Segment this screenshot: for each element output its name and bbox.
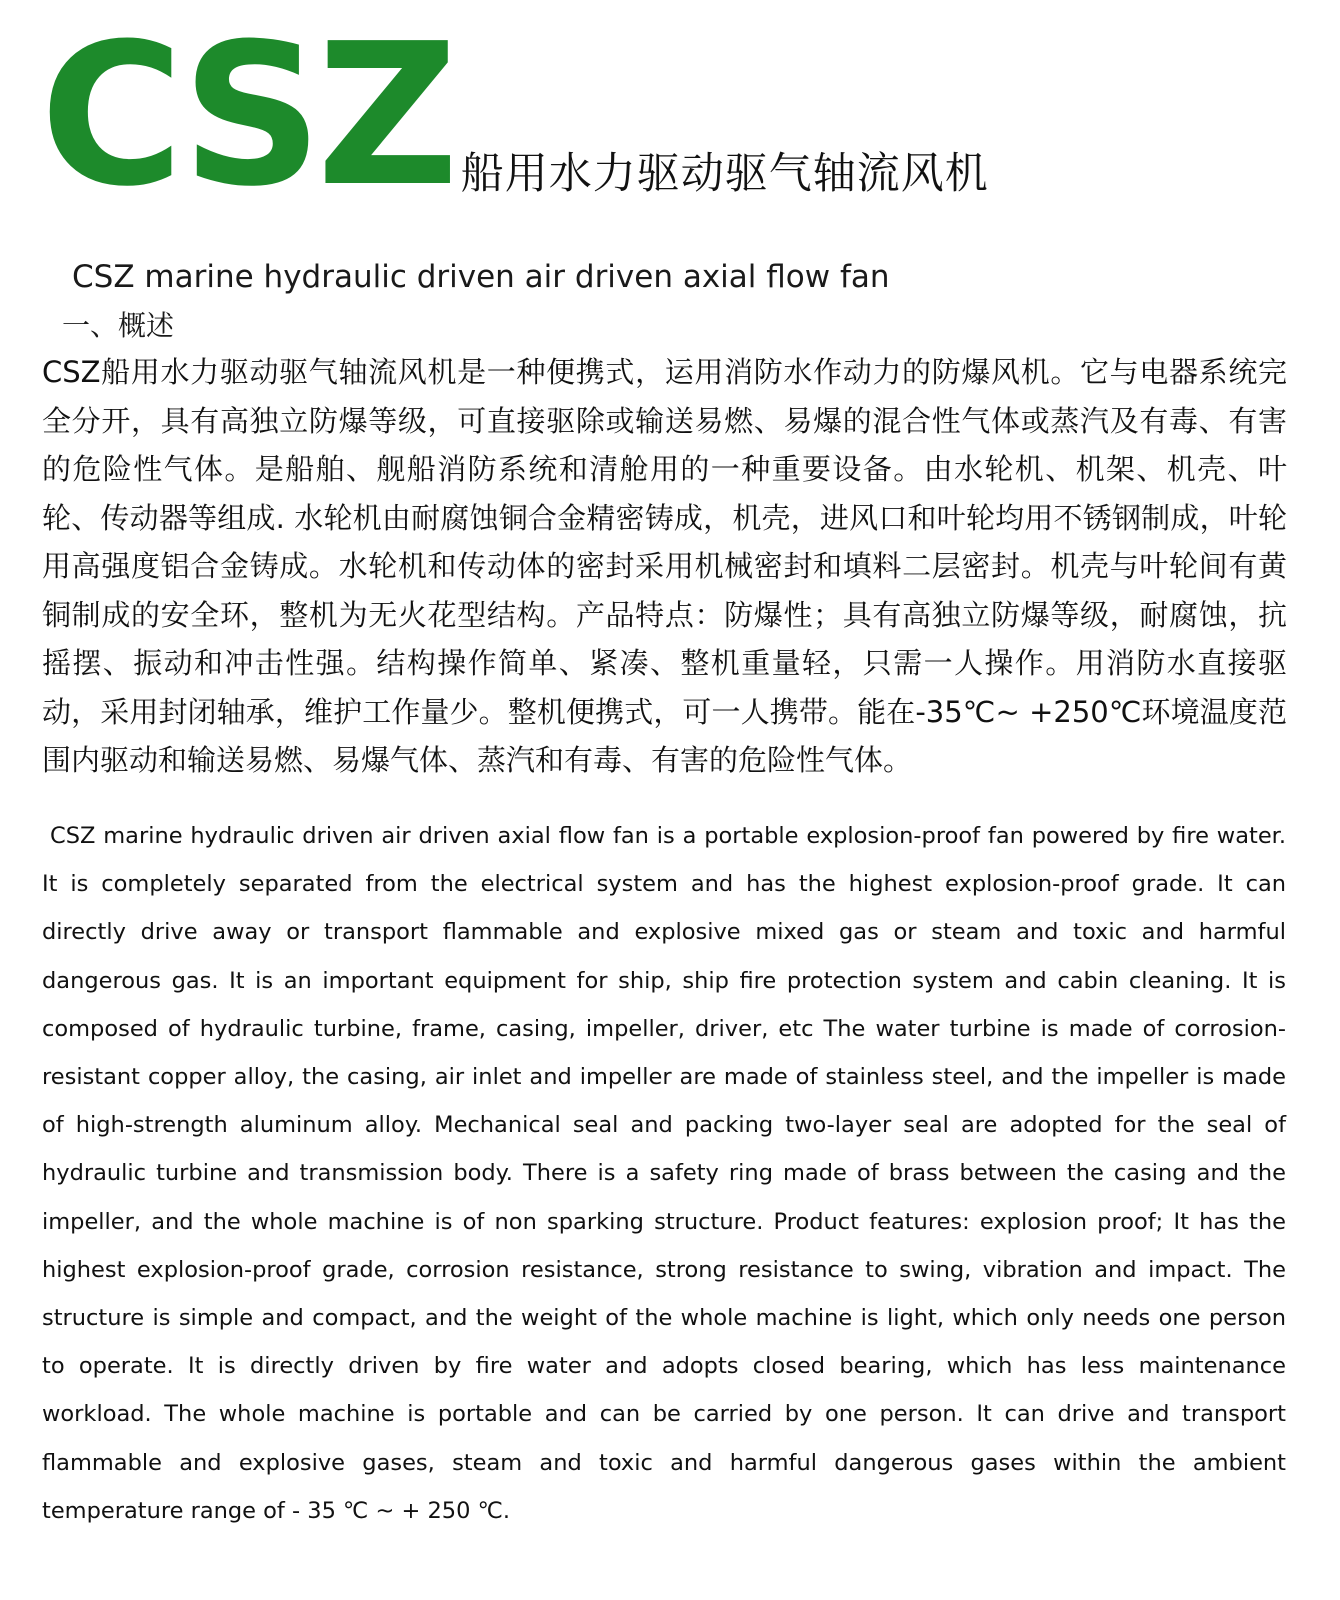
product-title-english: CSZ marine hydraulic driven air driven axial flow fan (72, 259, 890, 295)
description-chinese: CSZ船用水力驱动驱气轴流风机是一种便携式，运用消防水作动力的防爆风机。它与电器系统完全分开，具有高独立防爆等级，可直接驱除或输送易燃、易爆的混合性气体或蒸汽及有毒、有害的危险性气体。是船舶、舰船消防系统和清舱用的一种重要设备。由水轮机、机架、机壳、叶轮、传动器等组成. 水轮机由耐腐蚀铜合金精密铸成，机壳，进风口和叶轮均用不锈钢制成，叶轮用高强度铝合金铸成。水轮机和传动体的密封采用机械密封和填料二层密封。机壳与叶轮间有黄铜制成的安全环，整机为无火花型结构。产品特点：防爆性；具有高独立防爆等级，耐腐蚀，抗摇摆、振动和冲击性强。结构操作简单、紧凑、整机重量轻，只需一人操作。用消防水直接驱动，采用封闭轴承，维护工作量少。整机便携式，可一人携带。能在-35℃~ +250℃环境温度范围内驱动和输送易燃、易爆气体、蒸汽和有毒、有害的危险性气体。 (42, 355, 1287, 777)
description-english: CSZ marine hydraulic driven air driven axial flow fan is a portable explosion-proof fan powered by fire water. It is completely separated from the electrical system and has the highest explosion-proof grade. It can directly drive away or transport flammable and explosive mixed gas or steam and toxic and harmful dangerous gas. It is an important equipment for ship, ship fire protection system and cabin cleaning. It is composed of hydraulic turbine, frame, casing, impeller, driver, etc The water turbine is made of corrosion-resistant copper alloy, the casing, air inlet and impeller are made of stainless steel, and the impeller is made of high-strength aluminum alloy. Mechanical seal and packing two-layer seal are adopted for the seal of hydraulic turbine and transmission body. There is a safety ring made of brass between the casing and the impeller, and the whole machine is of non sparking structure. Product features: explosion proof; It has the highest explosion-proof grade, corrosion resistance, strong resistance to swing, vibration and impact. The structure is simple and compact, and the weight of the whole machine is light, which only needs one person to operate. It is directly driven by fire water and adopts closed bearing, which has less maintenance workload. The whole machine is portable and can be carried by one person. It can drive and transport flammable and explosive gases, steam and toxic and harmful dangerous gases within the ambient temperature range of - 35 ℃ ~ + 250 ℃. (42, 823, 1286, 1524)
section-heading-overview: 一、概述 (62, 309, 175, 342)
csz-logo: CSZ (40, 2, 453, 230)
brand-header (40, 2, 989, 230)
product-title-chinese: 船用水力驱动驱气轴流风机 (460, 149, 989, 199)
